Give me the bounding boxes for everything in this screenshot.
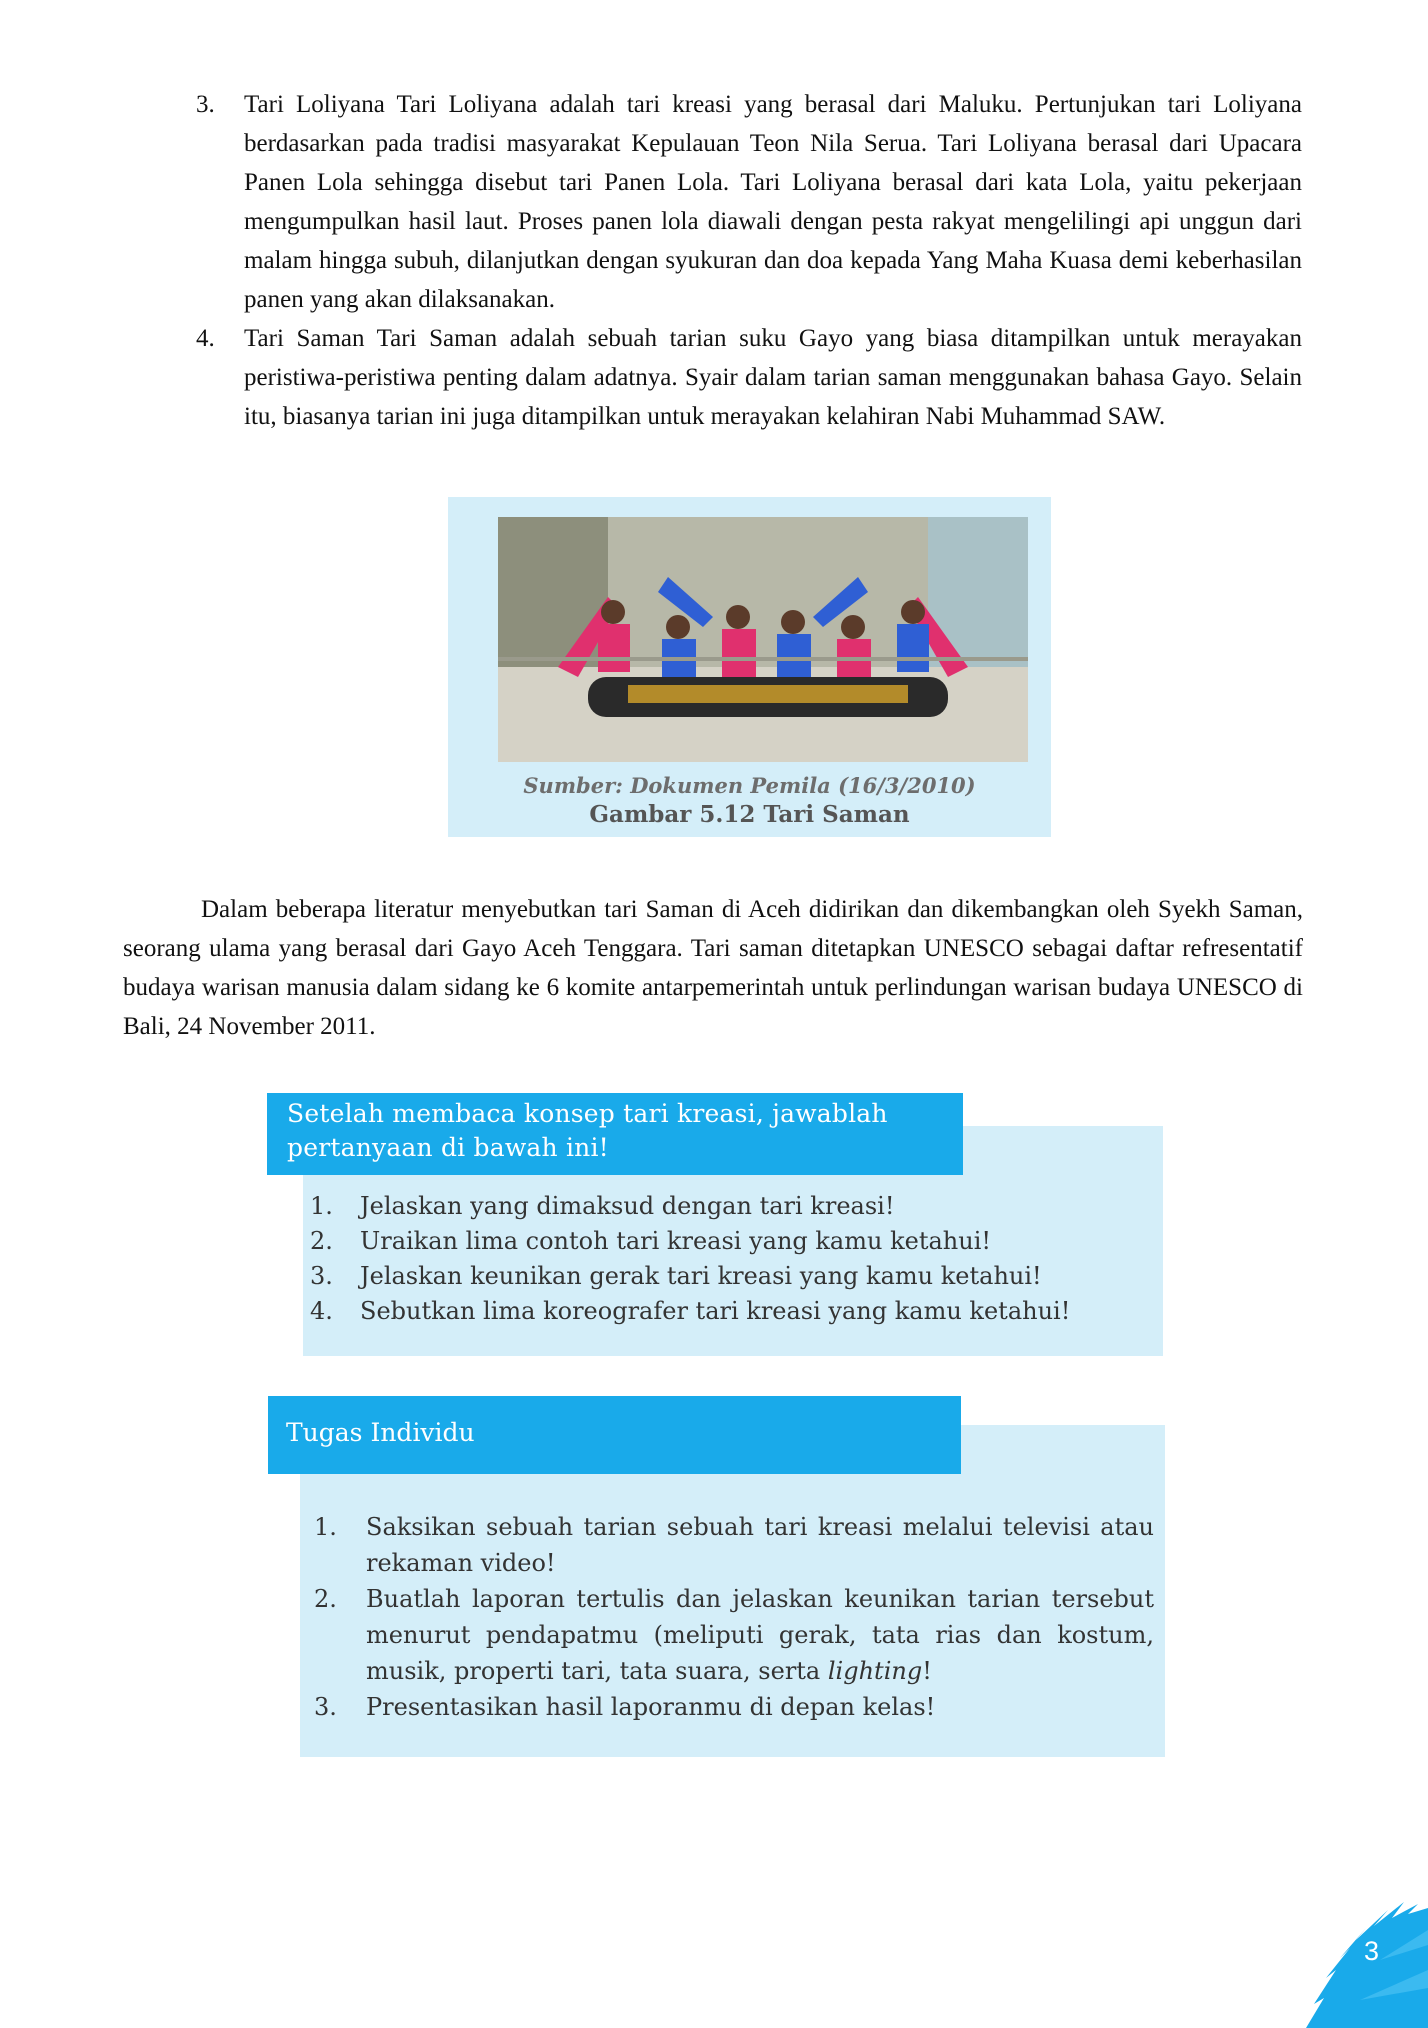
question-list — [310, 1189, 1070, 1329]
heading-line: Setelah membaca konsep tari kreasi, jawablah — [287, 1099, 888, 1128]
page-number-badge — [1300, 1900, 1428, 2028]
question-box-heading — [267, 1093, 963, 1175]
body-paragraph: Dalam beberapa literatur menyebutkan tari Saman di Aceh didirikan dan dikembangkan oleh Syekh Saman, seorang ulama yang berasal dari Gayo Aceh Tenggara. Tari saman ditetapkan UNESCO sebagai daftar refresentatif budaya warisan manusia dalam sidang ke 6 komite antarpemerintah untuk perlindungan warisan budaya UNESCO di Bali, 24 November 2011. — [123, 896, 1303, 1040]
task-item — [314, 1509, 1154, 1581]
task-number: 1. — [314, 1513, 337, 1541]
task-item — [314, 1581, 1154, 1689]
heading-line: pertanyaan di bawah ini! — [287, 1133, 609, 1162]
list-text: Tari Saman Tari Saman adalah sebuah tarian suku Gayo yang biasa ditampilkan untuk merayakan peristiwa-peristiwa penting dalam adatnya. Syair dalam tarian saman menggunakan bahasa Gayo. Selain itu, biasanya tarian ini juga ditampilkan untuk merayakan kelahiran Nabi Muhammad SAW. — [244, 325, 1302, 430]
figure-tari-saman — [448, 497, 1051, 837]
list-item — [196, 319, 1302, 436]
question-text: Jelaskan keunikan gerak tari kreasi yang kamu ketahui! — [360, 1262, 1042, 1290]
task-text: Buatlah laporan tertulis dan jelaskan keunikan tarian tersebut menurut pendapatmu (meliputi gerak, tata rias dan kostum, musik, properti tari, tata suara, serta — [366, 1585, 1154, 1685]
task-number: 3. — [314, 1693, 337, 1721]
task-box-heading — [268, 1396, 961, 1474]
question-item — [310, 1294, 1070, 1329]
task-text: Saksikan sebuah tarian sebuah tari kreasi melalui televisi atau rekaman video! — [366, 1513, 1154, 1577]
task-heading-text: Tugas Individu — [286, 1418, 475, 1447]
figure-caption: Gambar 5.12 Tari Saman — [589, 801, 910, 828]
question-item — [310, 1224, 1070, 1259]
tari-saman-photo — [498, 517, 1028, 762]
numbered-list — [196, 85, 1302, 436]
page-number: 3 — [1364, 1936, 1380, 1966]
question-text: Jelaskan yang dimaksud dengan tari kreasi! — [360, 1192, 895, 1220]
task-text-end: ! — [922, 1657, 932, 1685]
question-item — [310, 1189, 1070, 1224]
task-list — [314, 1509, 1154, 1725]
question-text: Uraikan lima contoh tari kreasi yang kamu ketahui! — [360, 1227, 992, 1255]
question-number: 4. — [310, 1297, 333, 1325]
task-number: 2. — [314, 1585, 337, 1613]
question-number: 1. — [310, 1192, 333, 1220]
list-number: 4. — [196, 325, 215, 352]
task-text: Presentasikan hasil laporanmu di depan kelas! — [366, 1693, 936, 1721]
task-item — [314, 1689, 1154, 1725]
list-text: Tari Loliyana Tari Loliyana adalah tari kreasi yang berasal dari Maluku. Pertunjukan tari Loliyana berdasarkan pada tradisi masyarakat Kepulauan Teon Nila Serua. Tari Loliyana berasal dari Upacara Panen Lola sehingga disebut tari Panen Lola. Tari Loliyana berasal dari kata Lola, yaitu pekerjaan mengumpulkan hasil laut. Proses panen lola diawali dengan pesta rakyat mengelilingi api unggun dari malam hingga subuh, dilanjutkan dengan syukuran dan doa kepada Yang Maha Kuasa demi keberhasilan panen yang akan dilaksanakan. — [244, 91, 1302, 313]
list-number: 3. — [196, 91, 215, 118]
list-item — [196, 85, 1302, 319]
figure-source: Sumber: Dokumen Pemila (16/3/2010) — [523, 773, 976, 798]
question-text: Sebutkan lima koreografer tari kreasi yang kamu ketahui! — [360, 1297, 1071, 1325]
question-number: 3. — [310, 1262, 333, 1290]
question-item — [310, 1259, 1070, 1294]
task-text-italic: lighting — [827, 1657, 923, 1685]
question-number: 2. — [310, 1227, 333, 1255]
